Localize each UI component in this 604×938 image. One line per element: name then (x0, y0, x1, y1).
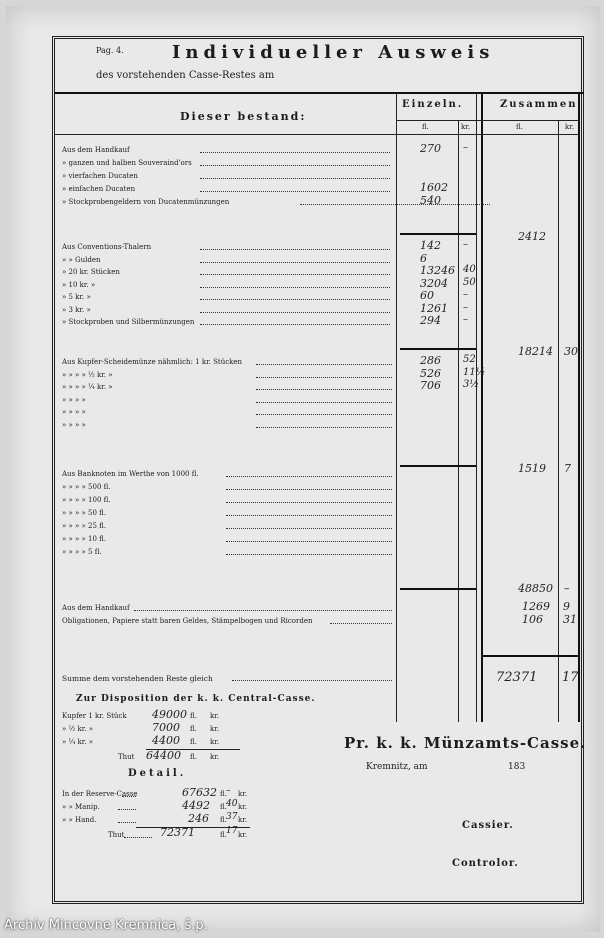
ledger-row-dots (226, 523, 392, 529)
ledger-row-dots (200, 257, 390, 263)
disposition-row-kr: kr. (210, 712, 220, 720)
ledger-row-dots (200, 186, 390, 192)
disposition-total-value: 64400 (146, 749, 181, 762)
controlor-label: Controlor. (452, 858, 519, 869)
ledger-row-dots (256, 422, 392, 428)
ledger-row-label: » » » » 100 fl. (62, 496, 111, 504)
zusammen-header: Zusammen. (500, 99, 583, 110)
detail-total-dots (124, 832, 152, 838)
ledger-row-kr: – (463, 289, 468, 300)
ledger-row-label: » Stockprobengeldern von Ducatenmünzungen (62, 198, 230, 206)
disposition-row-value: 7000 (152, 721, 180, 734)
disposition-row-unit: fl. (190, 738, 197, 746)
detail-row-dots (118, 804, 136, 810)
ledger-row-kr: – (463, 301, 468, 313)
desc-header: Dieser bestand: (180, 110, 307, 123)
ledger-row-dots (226, 484, 392, 490)
ledger-row-label: » vierfachen Ducaten (62, 172, 138, 180)
detail-row-kr-value: 37 (226, 812, 238, 822)
detail-row-unit: fl. (220, 790, 227, 798)
ledger-row-label: » » » » 50 fl. (62, 509, 107, 517)
ledger-row-label: » » » » 10 fl. (62, 535, 107, 543)
ledger-row-label: » » » » (62, 408, 86, 416)
disposition-title: Zur Disposition der k. k. Central-Casse. (76, 694, 316, 704)
extra-row-dots (330, 618, 392, 624)
ledger-row-dots (200, 319, 390, 325)
col-header-rule (55, 134, 579, 135)
ledger-row-dots (226, 536, 392, 542)
detail-total-unit: fl. (220, 831, 227, 839)
detail-title: Detail. (128, 768, 187, 779)
section-total-fl: 2412 (518, 230, 546, 243)
ledger-row-fl: 6 (420, 251, 427, 265)
ledger-row-label: » ganzen und halben Souveraind'ors (62, 159, 192, 167)
ledger-row-label: » » » » 25 fl. (62, 522, 107, 530)
archive-watermark: Archív Mincovne Kremnica, š.p. (4, 918, 208, 933)
ledger-row-kr: 50 (463, 276, 476, 288)
section-rule-4 (400, 588, 476, 590)
section-total-fl: 18214 (518, 345, 553, 358)
ledger-row-label: » » » » 500 fl. (62, 483, 111, 491)
ledger-row-dots (300, 199, 490, 205)
summe-value: 72371 (496, 670, 538, 685)
ledger-row-dots (256, 359, 392, 365)
section-total-kr: 30 (564, 345, 578, 358)
ledger-row-label: » 3 kr. » (62, 305, 91, 314)
disposition-total-rule (146, 749, 240, 750)
detail-row-value: 246 (188, 812, 209, 825)
detail-row-kr: kr. (238, 790, 248, 798)
ledger-row-label: » einfachen Ducaten (62, 185, 136, 193)
ledger-row-dots (200, 307, 390, 313)
ledger-row-label: Aus dem Handkauf (62, 146, 130, 154)
section-rule-3 (400, 465, 476, 467)
disposition-total-kr: kr. (210, 753, 220, 761)
extra-row-kr: 31 (563, 613, 577, 626)
ledger-row-label: » 20 kr. Stücken (62, 268, 120, 276)
col-line-zusammen-left2 (481, 94, 483, 722)
detail-row-label: » » Hand. (62, 816, 97, 824)
section-total-kr: – (564, 582, 570, 595)
detail-row-unit: fl. (220, 803, 227, 811)
detail-row-value: 4492 (182, 799, 210, 812)
section-total-fl: 48850 (518, 582, 553, 595)
ledger-row-kr: – (463, 239, 468, 250)
office-year: 183 (508, 762, 526, 772)
page-number: Pag. 4. (96, 46, 124, 55)
ledger-row-kr: – (463, 314, 468, 325)
einzeln-header: Einzeln. (402, 99, 464, 110)
ledger-row-kr: – (463, 142, 468, 153)
ledger-row-dots (200, 282, 390, 288)
disposition-row-label: » ½ kr. » (62, 725, 94, 733)
detail-row-label: In der Reserve-Casse (62, 790, 138, 798)
ledger-row-fl: 142 (420, 239, 441, 252)
ledger-row-kr: 52 (463, 354, 476, 365)
detail-total-value: 72371 (160, 826, 195, 839)
disposition-total-unit: fl. (190, 753, 197, 761)
ledger-row-kr: 40 (463, 264, 476, 275)
office-place: Kremnitz, am (366, 762, 428, 772)
summe-kr: 17 (562, 670, 579, 685)
summe-label: Summe dem vorstehenden Reste gleich (62, 674, 213, 683)
detail-row-label: » » Manip. (62, 803, 100, 811)
extra-row-fl: 106 (522, 613, 543, 626)
ledger-row-dots (226, 510, 392, 516)
summe-dots (232, 675, 392, 681)
header-rule (55, 92, 584, 94)
ledger-row-dots (256, 372, 392, 378)
col-line-einzeln-left (396, 94, 397, 722)
ledger-row-fl: 3204 (420, 276, 448, 290)
ledger-row-kr: 11½ (463, 366, 486, 378)
ledger-row-dots (226, 549, 392, 555)
section-total-fl: 1519 (518, 462, 546, 475)
ledger-row-dots (200, 160, 390, 166)
ledger-row-dots (226, 471, 392, 477)
disposition-row-value: 4400 (152, 734, 180, 747)
document-subtitle: des vorstehenden Casse-Restes am (96, 70, 275, 81)
disposition-total-label: Thut (118, 753, 135, 761)
einzeln-kr-header: kr. (461, 123, 471, 131)
col-subheader-rule (396, 120, 578, 121)
disposition-row-label: Kupfer 1 kr. Stück (62, 712, 127, 720)
detail-row-kr-value: 40 (226, 799, 238, 809)
ledger-row-fl: 706 (420, 379, 441, 392)
ledger-row-label: » » Gulden (62, 255, 101, 264)
zusammen-kr-header: kr. (565, 123, 575, 131)
office-name: Pr. k. k. Münzamts-Casse. (344, 734, 587, 752)
disposition-row-unit: fl. (190, 725, 197, 733)
zusammen-fl-header: fl. (516, 123, 523, 131)
extra-row-label: Obligationen, Papiere statt baren Geldes, Stämpelbogen und Ricorden (62, 617, 313, 625)
ledger-row-dots (200, 294, 390, 300)
detail-total-kr: kr. (238, 831, 248, 839)
detail-total-rule (136, 827, 250, 828)
section-rule-1 (400, 233, 476, 235)
disposition-row-unit: fl. (190, 712, 197, 720)
cassier-label: Cassier. (462, 820, 514, 831)
ledger-row-label: » 10 kr. » (62, 280, 96, 289)
detail-row-unit: fl. (220, 816, 227, 824)
disposition-row-kr: kr. (210, 725, 220, 733)
detail-row-kr-value: – (226, 786, 231, 796)
ledger-row-dots (256, 384, 392, 390)
ledger-row-dots (200, 269, 390, 275)
ledger-row-fl: 13246 (420, 264, 455, 277)
ledger-row-dots (226, 497, 392, 503)
ledger-row-label: » » » » 5 fl. (62, 548, 102, 556)
section-rule-2 (400, 348, 476, 350)
ledger-row-dots (200, 173, 390, 179)
ledger-row-fl: 294 (420, 314, 441, 327)
extra-row-fl: 1269 (522, 600, 550, 613)
extra-row-dots (134, 605, 392, 611)
col-line-zusammen-kr (558, 120, 559, 722)
ledger-row-dots (256, 397, 392, 403)
ledger-row-kr: 3½ (463, 379, 480, 390)
detail-row-kr: kr. (238, 803, 248, 811)
ledger-row-label: Aus Conventions-Thalern (62, 243, 152, 251)
ledger-row-fl: 1602 (420, 181, 448, 194)
col-line-zusammen-left (476, 94, 477, 722)
disposition-row-value: 49000 (152, 708, 187, 721)
ledger-row-fl: 270 (420, 142, 441, 155)
ledger-row-label: Aus Kupfer-Scheidemünze nähmlich: 1 kr. Stücken (62, 358, 243, 366)
ledger-row-fl: 540 (420, 194, 441, 207)
ledger-row-fl: 60 (420, 289, 434, 302)
ledger-row-dots (200, 244, 390, 250)
col-line-right (578, 94, 580, 722)
summe-rule (482, 655, 578, 657)
detail-row-dots (122, 791, 136, 797)
ledger-row-fl: 286 (420, 354, 441, 367)
ledger-row-label: » » » » ½ kr. » (62, 370, 113, 379)
disposition-row-kr: kr. (210, 738, 220, 746)
ledger-row-dots (256, 409, 392, 415)
ledger-row-label: » 5 kr. » (62, 293, 91, 301)
section-total-kr: 7 (564, 462, 571, 475)
detail-row-dots (118, 817, 136, 823)
extra-row-kr: 9 (563, 600, 570, 613)
einzeln-fl-header: fl. (422, 123, 429, 131)
detail-row-value: 67632 (182, 786, 217, 799)
detail-total-label: Thut (108, 831, 125, 839)
document-title: Individueller Ausweis (172, 42, 495, 63)
ledger-row-dots (200, 147, 390, 153)
extra-row-label: Aus dem Handkauf (62, 604, 130, 612)
disposition-row-label: » ¼ kr. » (62, 738, 94, 746)
ledger-row-label: » » » » ¼ kr. » (62, 383, 113, 391)
ledger-row-fl: 526 (420, 366, 441, 380)
detail-row-kr: kr. (238, 816, 248, 824)
col-line-einzeln-kr (458, 120, 459, 722)
ledger-row-label: » » » » (62, 420, 86, 429)
ledger-row-label: » » » » (62, 395, 86, 404)
ledger-row-fl: 1261 (420, 301, 448, 315)
ledger-row-label: » Stockproben und Silbermünzungen (62, 318, 195, 326)
ledger-row-label: Aus Banknoten im Werthe von 1000 fl. (62, 470, 199, 478)
detail-total-kr-value: 17 (226, 826, 238, 836)
